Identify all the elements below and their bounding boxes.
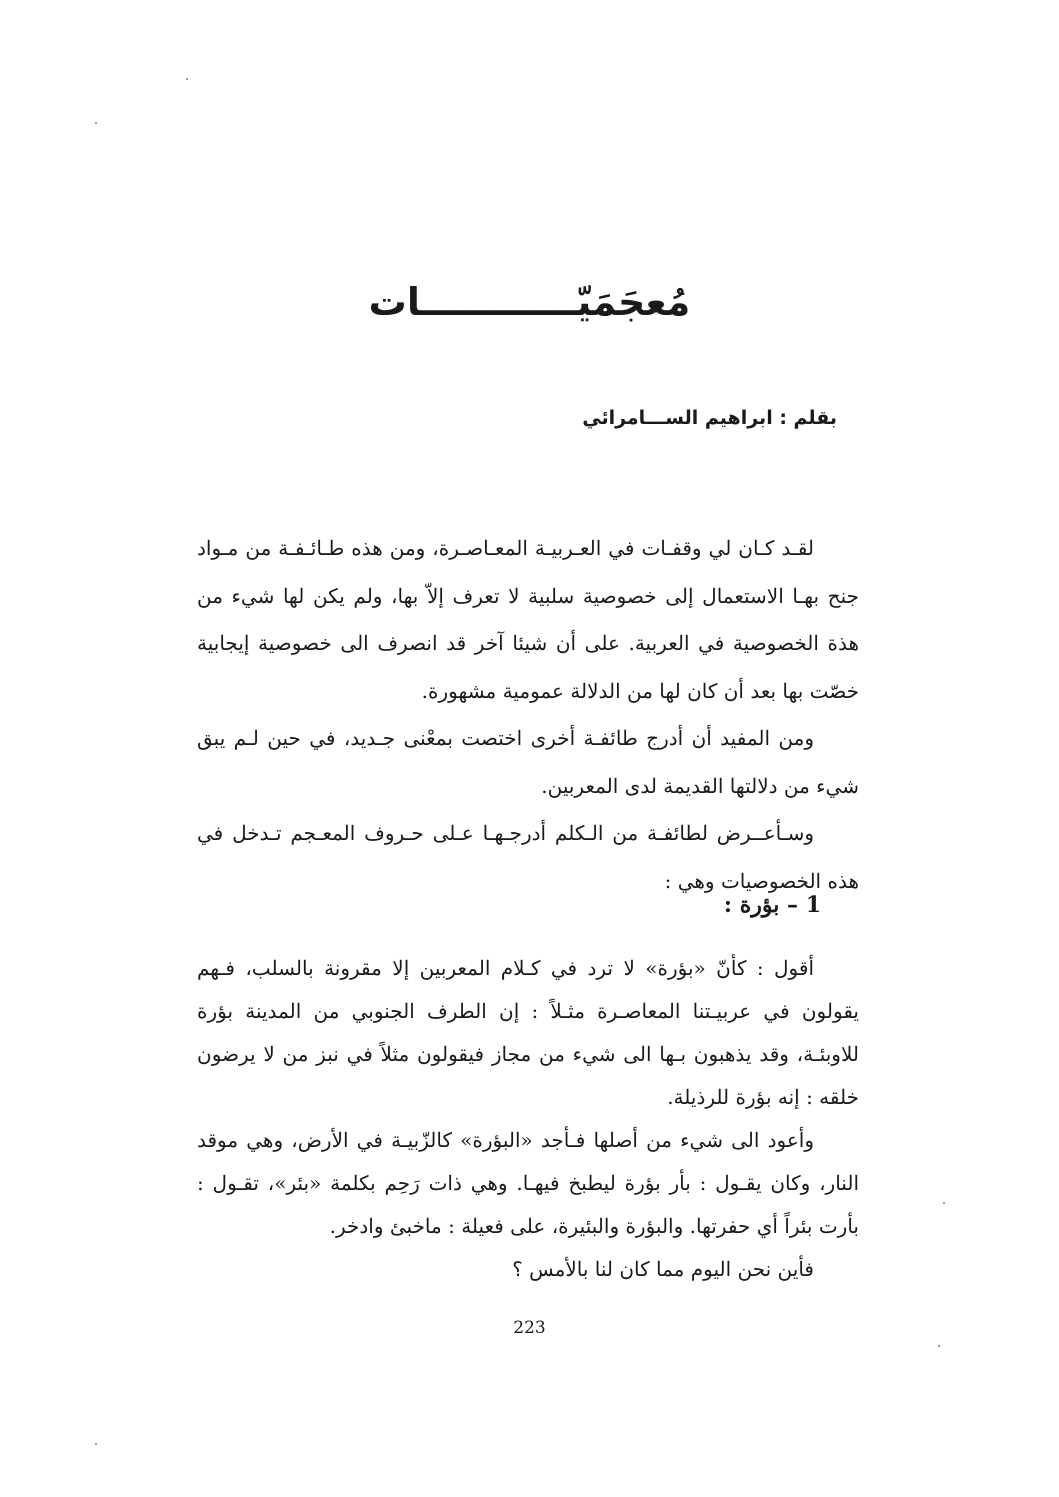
scan-speck <box>938 1345 940 1347</box>
section-paragraph-2: وأعود الى شيء من أصلها فـأجد «البؤرة» كالزّبيـة في الأرض، وهي موقد النار، وكان يقـول : بأر بؤرة ليطبخ فيهـا. وهي ذات رَحِم بكلمة «بئر»، تقـول : بأرت بئراً أي حفرتها. والبؤرة والبئيرة، على فعيلة : ماخبئ وادخر. <box>197 1128 859 1238</box>
scan-speck <box>95 1443 97 1445</box>
intro-paragraph-1: لقـد كـان لي وقفـات في العـربيـة المعـاصـرة، ومن هذه طـائـفـة من مـواد جنح بهـا الاستعمال إلى خصوصية سلبية لا تعرف إلاّ بها، ولم يكن لها شيء من هذة الخصوصية في العربية. على أن شيئا آخر قد انصرف الى خصوصية إيجابية خصّت بها بعد أن كان لها من الدلالة عمومية مشهورة. <box>197 536 859 703</box>
scan-speck <box>943 1202 945 1204</box>
intro-body <box>197 525 859 905</box>
section-heading <box>724 882 821 928</box>
intro-paragraph-2: ومن المفيد أن أدرج طائفـة أخرى اختصت بمعْنى جـديد، في حين لـم يبق شيء من دلالتها القديمة لدى المعربين. <box>197 726 859 798</box>
scan-speck <box>95 122 97 124</box>
intro-paragraph-3: وسـأعــرض لطائفـة من الـكلم أدرجـهـا عـلى حـروف المعـجم تـدخل في هذه الخصوصيات وهي : <box>197 821 859 893</box>
section-title: بؤرة : <box>723 892 780 918</box>
author-byline: بقلم : ابراهيم الســـامرائي <box>582 407 837 429</box>
section-body <box>197 947 859 1291</box>
section-paragraph-1: أقول : كأنّ «بؤرة» لا ترد في كـلام المعربين إلا مقرونة بالسلب، فـهم يقولون في عربيـتنا المعاصـرة مثـلاً : إن الطرف الجنوبي من المدينة بؤرة للاوبئـة، وقد يذهبون بـها الى شيء من مجاز فيقولون مثلاً في نبز من لا يرضون خلقه : إنه بؤرة للرذيلة. <box>197 956 859 1109</box>
section-paragraph-3: فأين نحن اليوم مما كان لنا بالأمس ؟ <box>512 1257 814 1281</box>
section-dash: – <box>787 892 799 918</box>
scan-speck <box>186 78 188 80</box>
page-title: مُعجَمَيّــــــــــــات <box>368 280 691 324</box>
section-number: 1 <box>805 892 821 918</box>
page-number: 223 <box>513 1318 546 1338</box>
